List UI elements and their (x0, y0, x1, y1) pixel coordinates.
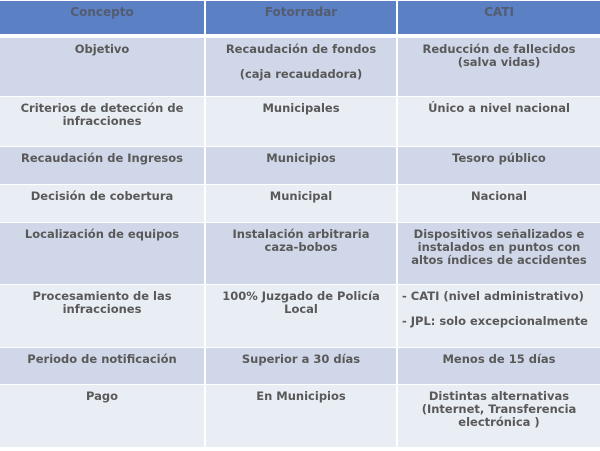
cell-fotorradar: Municipal (205, 185, 397, 223)
cell-fotorradar: 100% Juzgado de Policía Local (205, 285, 397, 348)
table-row (0, 97, 600, 147)
header-concepto: Concepto (0, 1, 205, 36)
table-row (0, 36, 600, 97)
cell-concepto: Localización de equipos (0, 223, 205, 285)
cell-concepto: Recaudación de Ingresos (0, 147, 205, 185)
table-row (0, 385, 600, 448)
cell-concepto: Objetivo (0, 36, 205, 97)
cell-cati: Nacional (397, 185, 600, 223)
cell-cati: Tesoro público (397, 147, 600, 185)
cell-concepto: Criterios de detección de infracciones (0, 97, 205, 147)
cell-cati: Distintas alternativas (Internet, Transferencia electrónica ) (397, 385, 600, 448)
cell-concepto: Decisión de cobertura (0, 185, 205, 223)
cell-cati: Único a nivel nacional (397, 97, 600, 147)
cell-fotorradar: Instalación arbitraria caza-bobos (205, 223, 397, 285)
cell-fotorradar: Municipios (205, 147, 397, 185)
cell-fotorradar: Municipales (205, 97, 397, 147)
cell-cati: - CATI (nivel administrativo) - JPL: solo excepcionalmente (397, 285, 600, 348)
table-row (0, 348, 600, 385)
cell-cati: Reducción de fallecidos (salva vidas) (397, 36, 600, 97)
header-fotorradar: Fotorradar (205, 1, 397, 36)
table-row (0, 223, 600, 285)
cell-concepto: Periodo de notificación (0, 348, 205, 385)
cell-fotorradar: En Municipios (205, 385, 397, 448)
header-cati: CATI (397, 1, 600, 36)
cell-concepto: Pago (0, 385, 205, 448)
cell-fotorradar: Superior a 30 días (205, 348, 397, 385)
table-row (0, 285, 600, 348)
cell-concepto: Procesamiento de las infracciones (0, 285, 205, 348)
table-row (0, 185, 600, 223)
cell-cati: Dispositivos señalizados e instalados en puntos con altos índices de accidentes (397, 223, 600, 285)
table-row (0, 147, 600, 185)
header-row (0, 1, 600, 36)
cell-fotorradar: Recaudación de fondos (caja recaudadora) (205, 36, 397, 97)
cell-cati: Menos de 15 días (397, 348, 600, 385)
